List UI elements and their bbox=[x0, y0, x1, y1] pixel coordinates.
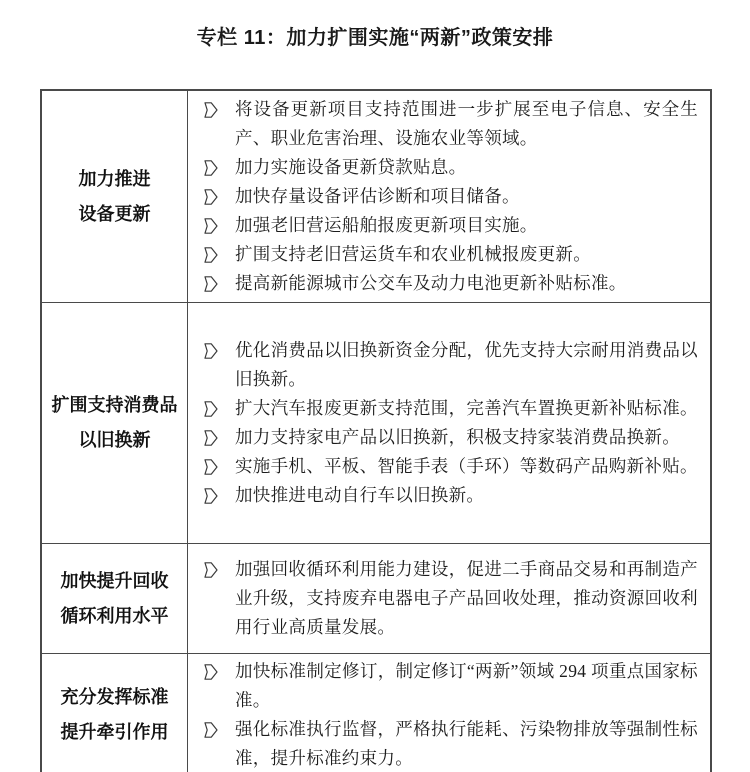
list-item-text: 加快推进电动自行车以旧换新。 bbox=[235, 485, 485, 505]
list-item-text: 加力支持家电产品以旧换新，积极支持家装消费品换新。 bbox=[235, 427, 680, 447]
row-header bbox=[42, 303, 188, 543]
list-item-text: 强化标准执行监督，严格执行能耗、污染物排放等强制性标准，提升标准约束力。 bbox=[235, 718, 698, 768]
row-header-line: 加力推进 bbox=[78, 168, 151, 189]
list-item-text: 提高新能源城市公交车及动力电池更新补贴标准。 bbox=[235, 273, 627, 293]
list-item-text: 加强回收循环利用能力建设，促进二手商品交易和再制造产业升级，支持废弃电器电子产品回收处理，推动资源回收利用行业高质量发展。 bbox=[235, 559, 698, 637]
list-item-text: 扩围支持老旧营运货车和农业机械报废更新。 bbox=[235, 244, 591, 264]
list-item bbox=[202, 423, 698, 452]
list-item bbox=[202, 336, 698, 394]
arrow-right-icon bbox=[202, 561, 218, 579]
row-header-line: 循环利用水平 bbox=[60, 605, 169, 626]
row-header-line: 扩围支持消费品 bbox=[51, 395, 178, 415]
list-item-text: 加强老旧营运船舶报废更新项目实施。 bbox=[235, 215, 538, 235]
arrow-right-icon bbox=[202, 159, 218, 177]
page-title: 专栏 11：加力扩围实施“两新”政策安排 bbox=[196, 27, 554, 49]
table-row bbox=[42, 302, 710, 543]
row-content bbox=[188, 544, 710, 653]
arrow-right-icon bbox=[202, 217, 218, 235]
arrow-right-icon bbox=[202, 663, 218, 681]
arrow-right-icon bbox=[202, 429, 218, 447]
arrow-right-icon bbox=[202, 342, 218, 360]
arrow-right-icon bbox=[202, 721, 218, 739]
arrow-right-icon bbox=[202, 487, 218, 505]
row-content bbox=[188, 303, 710, 543]
row-header-line: 加快提升回收 bbox=[60, 570, 169, 591]
arrow-right-icon bbox=[202, 188, 218, 206]
arrow-right-icon bbox=[202, 246, 218, 264]
list-item bbox=[202, 240, 698, 269]
row-header-line: 设备更新 bbox=[78, 203, 151, 224]
list-item bbox=[202, 657, 698, 715]
list-item-text: 将设备更新项目支持范围进一步扩展至电子信息、安全生产、职业危害治理、设施农业等领域。 bbox=[235, 99, 698, 148]
document-page bbox=[0, 25, 750, 772]
list-item bbox=[202, 211, 698, 240]
arrow-right-icon bbox=[202, 101, 218, 119]
row-header bbox=[42, 654, 188, 772]
table-row bbox=[42, 91, 710, 302]
arrow-right-icon bbox=[202, 400, 218, 418]
list-item bbox=[202, 481, 698, 510]
list-item bbox=[202, 394, 698, 423]
list-item-text: 优化消费品以旧换新资金分配，优先支持大宗耐用消费品以旧换新。 bbox=[235, 340, 698, 389]
list-item-text: 加力实施设备更新贷款贴息。 bbox=[235, 157, 467, 177]
list-item-text: 扩大汽车报废更新支持范围，完善汽车置换更新补贴标准。 bbox=[235, 398, 698, 418]
table-row bbox=[42, 543, 710, 653]
list-item-text: 实施手机、平板、智能手表（手环）等数码产品购新补贴。 bbox=[235, 456, 698, 476]
row-header-line: 以旧换新 bbox=[78, 430, 151, 450]
row-header bbox=[42, 91, 188, 302]
row-content bbox=[188, 91, 710, 302]
arrow-right-icon bbox=[202, 275, 218, 293]
row-header bbox=[42, 544, 188, 653]
policy-table bbox=[40, 89, 712, 772]
list-item bbox=[202, 95, 698, 153]
table-row bbox=[42, 653, 710, 772]
arrow-right-icon bbox=[202, 458, 218, 476]
list-item bbox=[202, 715, 698, 772]
row-content bbox=[188, 654, 710, 772]
list-item bbox=[202, 153, 698, 182]
row-header-line: 提升牵引作用 bbox=[60, 721, 169, 742]
list-item-text: 加快存量设备评估诊断和项目储备。 bbox=[235, 186, 520, 206]
list-item bbox=[202, 555, 698, 642]
list-item bbox=[202, 269, 698, 298]
list-item bbox=[202, 182, 698, 211]
list-item-text: 加快标准制定修订，制定修订“两新”领域 294 项重点国家标准。 bbox=[235, 660, 698, 710]
list-item bbox=[202, 452, 698, 481]
row-header-line: 充分发挥标准 bbox=[60, 686, 169, 707]
